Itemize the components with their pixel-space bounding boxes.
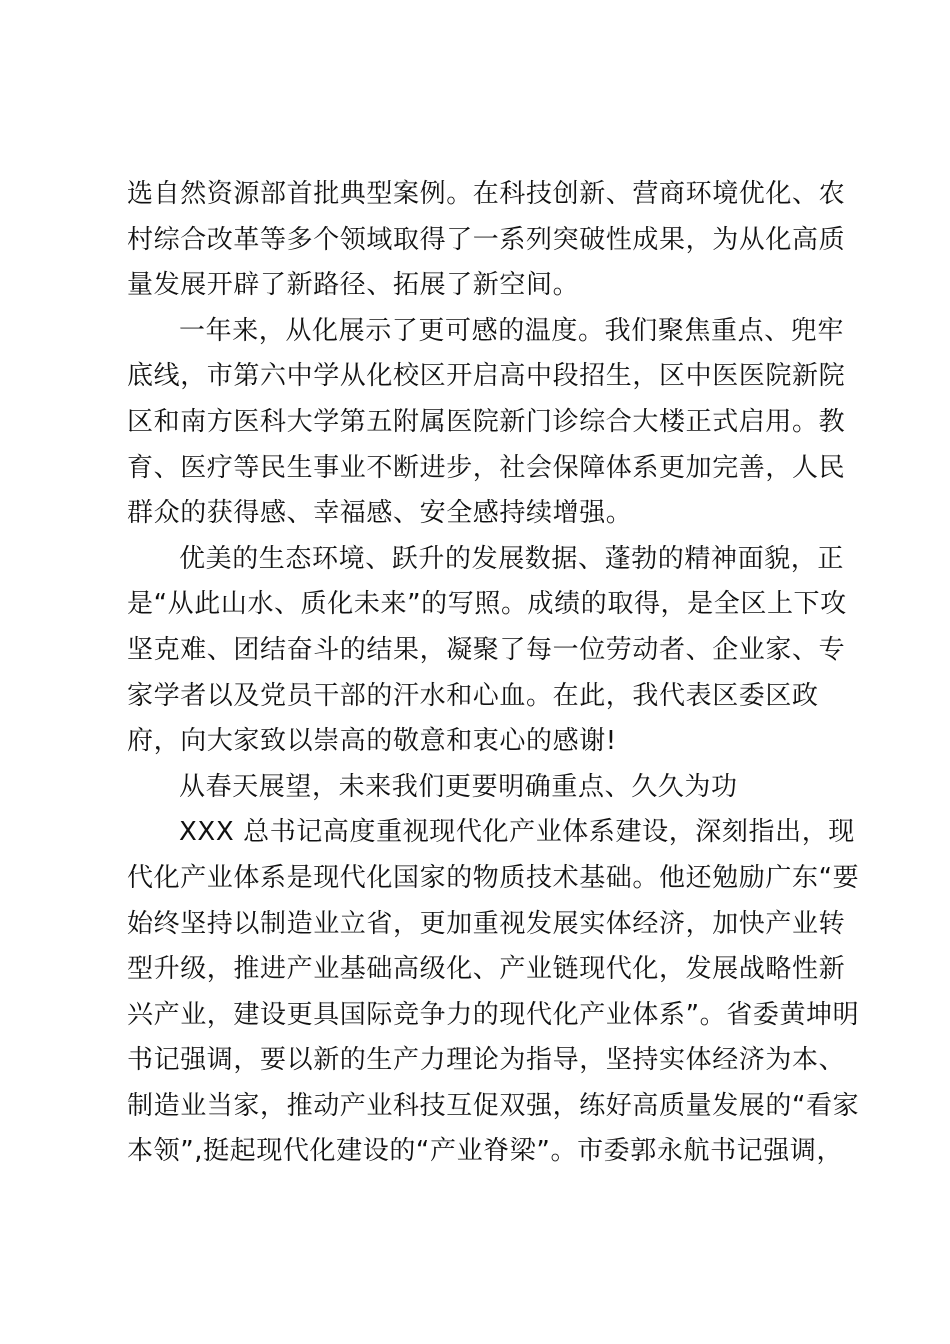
paragraph-start-line: 一年来，从化展示了更可感的温度。我们聚焦重点、兜牢 [179,315,845,346]
text-line: 本领”,挺起现代化建设的“产业脊梁”。市委郭永航书记强调， [127,1136,844,1167]
text-line: 始终坚持以制造业立省，更加重视发展实体经济，加快产业转 [127,908,846,939]
text-line: 区和南方医科大学第五附属医院新门诊综合大楼正式启用。教 [127,406,846,437]
text-line: 书记强调，要以新的生产力理论为指导，坚持实体经济为本、 [127,1045,846,1076]
text-line: 制造业当家，推动产业科技互促双强，练好高质量发展的“看家 [127,1090,860,1121]
text-line: 量发展开辟了新路径、拓展了新空间。 [127,270,580,301]
text-line: 是“从此山水、质化未来”的写照。成绩的取得，是全区上下攻 [127,589,847,620]
text-line: 群众的获得感、幸福感、安全感持续增强。 [127,498,633,529]
paragraph-start-line: 优美的生态环境、跃升的发展数据、蓬勃的精神面貌，正 [179,543,845,574]
text-line: 府，向大家致以崇高的敬意和衷心的感谢! [127,726,617,757]
text-line: 代化产业体系是现代化国家的物质技术基础。他还勉励广东“要 [127,862,860,893]
text-line: 育、医疗等民生事业不断进步，社会保障体系更加完善，人民 [127,452,846,483]
text-line: 坚克难、团结奋斗的结果，凝聚了每一位劳动者、企业家、专 [127,634,846,665]
paragraph-start-line: XXX 总书记高度重视现代化产业体系建设，深刻指出，现 [179,817,855,848]
section-heading-line: 从春天展望，未来我们更要明确重点、久久为功 [179,771,738,802]
text-line: 底线，市第六中学从化校区开启高中段招生，区中医医院新院 [127,361,846,392]
text-line: 兴产业，建设更具国际竞争力的现代化产业体系”。省委黄坤明 [127,999,860,1030]
text-line: 村综合改革等多个领域取得了一系列突破性成果，为从化高质 [127,224,846,255]
text-line: 家学者以及党员干部的汗水和心血。在此，我代表区委区政 [127,680,819,711]
document-body [127,172,860,1175]
text-line: 选自然资源部首批典型案例。在科技创新、营商环境优化、农 [127,179,846,209]
text-line: 型升级，推进产业基础高级化、产业链现代化，发展战略性新 [127,954,846,985]
